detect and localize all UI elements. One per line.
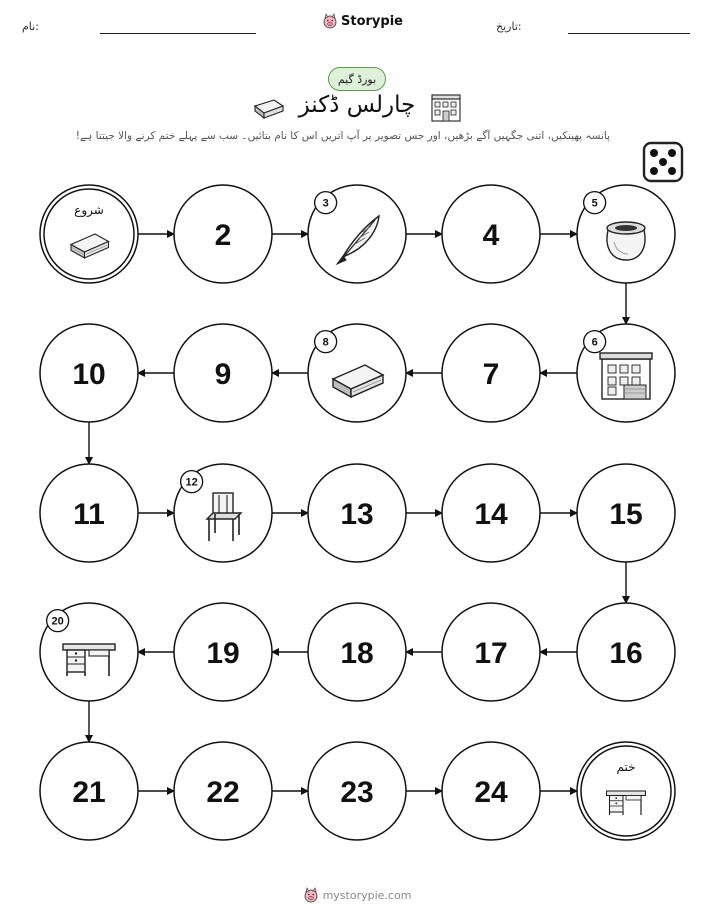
start-label: شروع [74, 203, 104, 217]
cell-number: 4 [482, 219, 500, 252]
board-cell-17 [442, 603, 540, 701]
inkpot-icon [607, 222, 645, 260]
cell-number: 17 [474, 637, 508, 670]
board-cell-19 [174, 603, 272, 701]
board-game-badge: بورڈ گیم [328, 67, 386, 91]
board-cell-5 [577, 185, 675, 283]
board-cell-9 [174, 324, 272, 422]
cell-number: 20 [51, 615, 64, 628]
cell-number: 8 [322, 336, 329, 349]
board-cell-22 [174, 742, 272, 840]
instructions: پانسہ پھینکیں، اتنی جگہیں آگے بڑھیں، اور جس تصویر پر آپ اتریں اس کا نام بتائیں۔ سب سے پہلے ختم کرنے والا جیتتا ہے! [75, 130, 610, 142]
brand-name: Storypie [341, 13, 403, 29]
cell-number: 23 [340, 776, 374, 809]
footer [300, 887, 414, 903]
board-cell-1 [40, 185, 138, 283]
board-cell-4 [442, 185, 540, 283]
cell-number: 2 [214, 219, 232, 252]
cell-number: 19 [206, 637, 240, 670]
cell-number: 24 [474, 776, 508, 809]
board-cell-21 [40, 742, 138, 840]
board-cell-16 [577, 603, 675, 701]
board-cell-10 [40, 324, 138, 422]
page-title: چارلس ڈکنز [298, 92, 416, 118]
board-cell-6 [577, 324, 675, 422]
cell-number: 21 [72, 776, 106, 809]
board-cell-23 [308, 742, 406, 840]
board-cell-14 [442, 464, 540, 562]
cell-number: 15 [609, 498, 643, 531]
finish-label: ختم [616, 760, 636, 774]
cell-number: 18 [340, 637, 374, 670]
pig-mascot-icon [303, 887, 319, 903]
board-cell-3 [308, 185, 406, 283]
board-cell-18 [308, 603, 406, 701]
cell-number: 10 [72, 358, 106, 391]
board-cell-13 [308, 464, 406, 562]
board-cell-12 [174, 464, 272, 562]
building-icon [600, 353, 652, 399]
cell-number: 11 [73, 498, 105, 531]
cell-number: 12 [185, 476, 198, 489]
cell-number: 14 [474, 498, 508, 531]
board-cell-15 [577, 464, 675, 562]
cell-number: 9 [214, 358, 232, 391]
cell-number: 6 [591, 336, 598, 349]
board-cell-24 [442, 742, 540, 840]
cell-number: 3 [322, 197, 329, 210]
cell-number: 5 [591, 197, 598, 210]
cell-number: 13 [340, 498, 374, 531]
cell-number: 22 [206, 776, 240, 809]
board-cell-7 [442, 324, 540, 422]
name-label: نام: [22, 20, 39, 33]
footer-url: mystorypie.com [322, 888, 412, 902]
board-cell-25 [577, 742, 675, 840]
date-label: تاریخ: [496, 20, 522, 33]
board-cell-11 [40, 464, 138, 562]
cell-number: 7 [482, 358, 500, 391]
board-cell-2 [174, 185, 272, 283]
board-cell-20 [40, 603, 138, 701]
cell-number: 16 [609, 637, 643, 670]
board-cell-8 [308, 324, 406, 422]
